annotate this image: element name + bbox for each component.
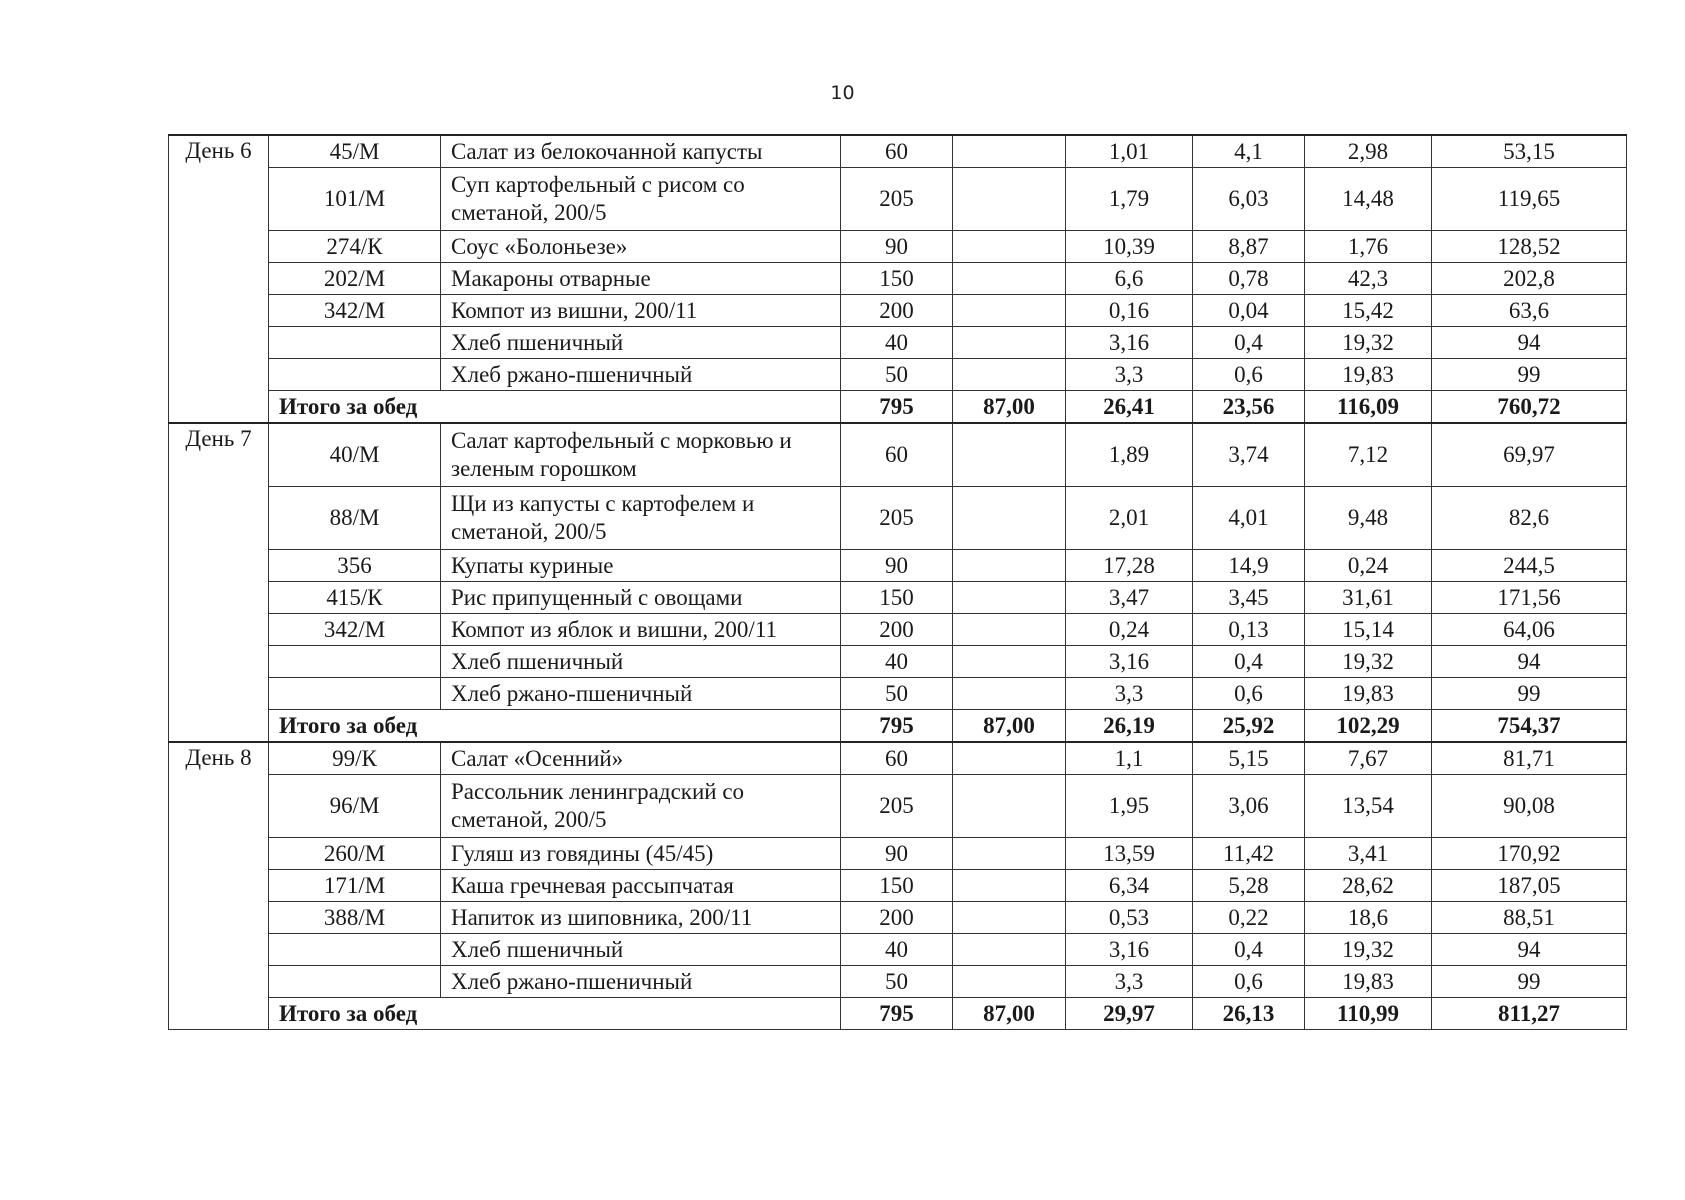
recipe-code-cell: 171/М: [269, 870, 441, 902]
weight-cell: 200: [841, 295, 953, 327]
proteins-cell: 0,16: [1066, 295, 1193, 327]
fats-cell: 5,28: [1193, 870, 1305, 902]
fats-cell: 0,6: [1193, 678, 1305, 710]
price-cell: [953, 902, 1066, 934]
table-row: [169, 934, 1627, 966]
dish-name-cell: Рассольник ленинградский со сметаной, 200/5: [441, 775, 841, 838]
fats-cell: 6,03: [1193, 168, 1305, 231]
table-row: [169, 870, 1627, 902]
carbs-cell: 18,6: [1305, 902, 1432, 934]
recipe-code-cell: 99/К: [269, 742, 441, 775]
proteins-cell: 3,3: [1066, 966, 1193, 998]
proteins-cell: 6,6: [1066, 263, 1193, 295]
total-price-cell: 87,00: [953, 998, 1066, 1030]
energy-cell: 63,6: [1432, 295, 1627, 327]
dish-name-cell: Соус «Болоньезе»: [441, 231, 841, 263]
total-weight-cell: 795: [841, 710, 953, 743]
price-cell: [953, 359, 1066, 391]
proteins-cell: 10,39: [1066, 231, 1193, 263]
weight-cell: 205: [841, 487, 953, 550]
energy-cell: 99: [1432, 359, 1627, 391]
total-energy-cell: 754,37: [1432, 710, 1627, 743]
table-row: [169, 359, 1627, 391]
table-row: [169, 838, 1627, 870]
total-fats-cell: 26,13: [1193, 998, 1305, 1030]
weight-cell: 60: [841, 742, 953, 775]
recipe-code-cell: 88/М: [269, 487, 441, 550]
carbs-cell: 15,42: [1305, 295, 1432, 327]
carbs-cell: 19,83: [1305, 359, 1432, 391]
table-row: [169, 902, 1627, 934]
weight-cell: 60: [841, 135, 953, 168]
carbs-cell: 3,41: [1305, 838, 1432, 870]
fats-cell: 3,06: [1193, 775, 1305, 838]
dish-name-cell: Каша гречневая рассыпчатая: [441, 870, 841, 902]
table-row: [169, 646, 1627, 678]
energy-cell: 187,05: [1432, 870, 1627, 902]
dish-name-cell: Хлеб пшеничный: [441, 646, 841, 678]
total-proteins-cell: 26,19: [1066, 710, 1193, 743]
carbs-cell: 13,54: [1305, 775, 1432, 838]
recipe-code-cell: 260/М: [269, 838, 441, 870]
table-row: [169, 168, 1627, 231]
menu-table: [168, 134, 1627, 1030]
fats-cell: 0,4: [1193, 327, 1305, 359]
proteins-cell: 1,89: [1066, 423, 1193, 487]
energy-cell: 99: [1432, 678, 1627, 710]
energy-cell: 119,65: [1432, 168, 1627, 231]
total-label: Итого за обед: [269, 391, 841, 424]
day-label: День 8: [169, 742, 269, 1030]
dish-name-cell: Компот из вишни, 200/11: [441, 295, 841, 327]
energy-cell: 64,06: [1432, 614, 1627, 646]
fats-cell: 11,42: [1193, 838, 1305, 870]
table-row: [169, 231, 1627, 263]
proteins-cell: 13,59: [1066, 838, 1193, 870]
price-cell: [953, 742, 1066, 775]
proteins-cell: 2,01: [1066, 487, 1193, 550]
table-row: [169, 614, 1627, 646]
carbs-cell: 19,83: [1305, 678, 1432, 710]
total-carbs-cell: 102,29: [1305, 710, 1432, 743]
price-cell: [953, 870, 1066, 902]
table-row: [169, 678, 1627, 710]
fats-cell: 0,13: [1193, 614, 1305, 646]
recipe-code-cell: [269, 678, 441, 710]
carbs-cell: 14,48: [1305, 168, 1432, 231]
price-cell: [953, 966, 1066, 998]
price-cell: [953, 423, 1066, 487]
recipe-code-cell: 40/М: [269, 423, 441, 487]
proteins-cell: 3,47: [1066, 582, 1193, 614]
total-fats-cell: 23,56: [1193, 391, 1305, 424]
dish-name-cell: Компот из яблок и вишни, 200/11: [441, 614, 841, 646]
proteins-cell: 1,79: [1066, 168, 1193, 231]
weight-cell: 50: [841, 966, 953, 998]
recipe-code-cell: [269, 359, 441, 391]
carbs-cell: 2,98: [1305, 135, 1432, 168]
carbs-cell: 31,61: [1305, 582, 1432, 614]
weight-cell: 200: [841, 902, 953, 934]
carbs-cell: 28,62: [1305, 870, 1432, 902]
day-label: День 7: [169, 423, 269, 742]
total-carbs-cell: 110,99: [1305, 998, 1432, 1030]
total-price-cell: 87,00: [953, 710, 1066, 743]
energy-cell: 88,51: [1432, 902, 1627, 934]
price-cell: [953, 550, 1066, 582]
proteins-cell: 1,1: [1066, 742, 1193, 775]
proteins-cell: 0,53: [1066, 902, 1193, 934]
weight-cell: 50: [841, 678, 953, 710]
weight-cell: 150: [841, 870, 953, 902]
carbs-cell: 9,48: [1305, 487, 1432, 550]
proteins-cell: 3,16: [1066, 934, 1193, 966]
total-label: Итого за обед: [269, 710, 841, 743]
price-cell: [953, 295, 1066, 327]
price-cell: [953, 646, 1066, 678]
table-row: [169, 327, 1627, 359]
energy-cell: 128,52: [1432, 231, 1627, 263]
carbs-cell: 0,24: [1305, 550, 1432, 582]
dish-name-cell: Салат «Осенний»: [441, 742, 841, 775]
dish-name-cell: Суп картофельный с рисом со сметаной, 200/5: [441, 168, 841, 231]
fats-cell: 0,04: [1193, 295, 1305, 327]
fats-cell: 0,4: [1193, 934, 1305, 966]
recipe-code-cell: 415/К: [269, 582, 441, 614]
proteins-cell: 3,3: [1066, 678, 1193, 710]
total-energy-cell: 760,72: [1432, 391, 1627, 424]
price-cell: [953, 327, 1066, 359]
carbs-cell: 19,32: [1305, 327, 1432, 359]
fats-cell: 14,9: [1193, 550, 1305, 582]
energy-cell: 69,97: [1432, 423, 1627, 487]
fats-cell: 4,01: [1193, 487, 1305, 550]
energy-cell: 170,92: [1432, 838, 1627, 870]
day-label: День 6: [169, 135, 269, 423]
price-cell: [953, 263, 1066, 295]
fats-cell: 3,74: [1193, 423, 1305, 487]
carbs-cell: 7,67: [1305, 742, 1432, 775]
price-cell: [953, 582, 1066, 614]
dish-name-cell: Гуляш из говядины (45/45): [441, 838, 841, 870]
recipe-code-cell: [269, 646, 441, 678]
proteins-cell: 6,34: [1066, 870, 1193, 902]
weight-cell: 90: [841, 838, 953, 870]
table-row: [169, 263, 1627, 295]
total-weight-cell: 795: [841, 391, 953, 424]
weight-cell: 205: [841, 168, 953, 231]
price-cell: [953, 678, 1066, 710]
weight-cell: 40: [841, 327, 953, 359]
energy-cell: 202,8: [1432, 263, 1627, 295]
weight-cell: 150: [841, 582, 953, 614]
price-cell: [953, 614, 1066, 646]
fats-cell: 0,6: [1193, 359, 1305, 391]
total-carbs-cell: 116,09: [1305, 391, 1432, 424]
recipe-code-cell: 388/М: [269, 902, 441, 934]
carbs-cell: 42,3: [1305, 263, 1432, 295]
energy-cell: 90,08: [1432, 775, 1627, 838]
dish-name-cell: Хлеб ржано-пшеничный: [441, 359, 841, 391]
recipe-code-cell: 342/М: [269, 295, 441, 327]
total-fats-cell: 25,92: [1193, 710, 1305, 743]
weight-cell: 90: [841, 231, 953, 263]
total-proteins-cell: 29,97: [1066, 998, 1193, 1030]
recipe-code-cell: [269, 934, 441, 966]
weight-cell: 200: [841, 614, 953, 646]
recipe-code-cell: 96/М: [269, 775, 441, 838]
weight-cell: 90: [841, 550, 953, 582]
energy-cell: 94: [1432, 646, 1627, 678]
dish-name-cell: Макароны отварные: [441, 263, 841, 295]
proteins-cell: 1,95: [1066, 775, 1193, 838]
proteins-cell: 17,28: [1066, 550, 1193, 582]
proteins-cell: 3,16: [1066, 327, 1193, 359]
total-row: [169, 998, 1627, 1030]
carbs-cell: 7,12: [1305, 423, 1432, 487]
menu-table-body: [169, 135, 1627, 1030]
energy-cell: 53,15: [1432, 135, 1627, 168]
recipe-code-cell: 342/М: [269, 614, 441, 646]
page-number: 10: [830, 82, 855, 104]
dish-name-cell: Хлеб ржано-пшеничный: [441, 966, 841, 998]
table-row: [169, 295, 1627, 327]
dish-name-cell: Хлеб пшеничный: [441, 327, 841, 359]
weight-cell: 40: [841, 934, 953, 966]
total-proteins-cell: 26,41: [1066, 391, 1193, 424]
table-row: [169, 742, 1627, 775]
price-cell: [953, 168, 1066, 231]
proteins-cell: 0,24: [1066, 614, 1193, 646]
proteins-cell: 3,16: [1066, 646, 1193, 678]
total-weight-cell: 795: [841, 998, 953, 1030]
energy-cell: 99: [1432, 966, 1627, 998]
carbs-cell: 15,14: [1305, 614, 1432, 646]
proteins-cell: 3,3: [1066, 359, 1193, 391]
price-cell: [953, 231, 1066, 263]
carbs-cell: 1,76: [1305, 231, 1432, 263]
energy-cell: 244,5: [1432, 550, 1627, 582]
table-row: [169, 966, 1627, 998]
energy-cell: 94: [1432, 327, 1627, 359]
price-cell: [953, 135, 1066, 168]
energy-cell: 81,71: [1432, 742, 1627, 775]
dish-name-cell: Купаты куриные: [441, 550, 841, 582]
price-cell: [953, 487, 1066, 550]
recipe-code-cell: 101/М: [269, 168, 441, 231]
total-energy-cell: 811,27: [1432, 998, 1627, 1030]
proteins-cell: 1,01: [1066, 135, 1193, 168]
table-row: [169, 135, 1627, 168]
weight-cell: 50: [841, 359, 953, 391]
recipe-code-cell: 274/К: [269, 231, 441, 263]
recipe-code-cell: [269, 966, 441, 998]
table-row: [169, 775, 1627, 838]
total-price-cell: 87,00: [953, 391, 1066, 424]
fats-cell: 3,45: [1193, 582, 1305, 614]
dish-name-cell: Напиток из шиповника, 200/11: [441, 902, 841, 934]
fats-cell: 0,6: [1193, 966, 1305, 998]
energy-cell: 82,6: [1432, 487, 1627, 550]
dish-name-cell: Салат картофельный с морковью и зеленым горошком: [441, 423, 841, 487]
fats-cell: 0,4: [1193, 646, 1305, 678]
carbs-cell: 19,32: [1305, 646, 1432, 678]
weight-cell: 205: [841, 775, 953, 838]
carbs-cell: 19,83: [1305, 966, 1432, 998]
table-row: [169, 487, 1627, 550]
total-label: Итого за обед: [269, 998, 841, 1030]
table-row: [169, 550, 1627, 582]
weight-cell: 150: [841, 263, 953, 295]
fats-cell: 5,15: [1193, 742, 1305, 775]
dish-name-cell: Щи из капусты с картофелем и сметаной, 200/5: [441, 487, 841, 550]
fats-cell: 0,22: [1193, 902, 1305, 934]
energy-cell: 94: [1432, 934, 1627, 966]
dish-name-cell: Хлеб пшеничный: [441, 934, 841, 966]
weight-cell: 40: [841, 646, 953, 678]
fats-cell: 4,1: [1193, 135, 1305, 168]
dish-name-cell: Хлеб ржано-пшеничный: [441, 678, 841, 710]
price-cell: [953, 838, 1066, 870]
recipe-code-cell: [269, 327, 441, 359]
weight-cell: 60: [841, 423, 953, 487]
recipe-code-cell: 356: [269, 550, 441, 582]
table-row: [169, 582, 1627, 614]
price-cell: [953, 775, 1066, 838]
dish-name-cell: Рис припущенный с овощами: [441, 582, 841, 614]
table-row: [169, 423, 1627, 487]
recipe-code-cell: 202/М: [269, 263, 441, 295]
total-row: [169, 391, 1627, 424]
price-cell: [953, 934, 1066, 966]
dish-name-cell: Салат из белокочанной капусты: [441, 135, 841, 168]
fats-cell: 0,78: [1193, 263, 1305, 295]
carbs-cell: 19,32: [1305, 934, 1432, 966]
energy-cell: 171,56: [1432, 582, 1627, 614]
total-row: [169, 710, 1627, 743]
fats-cell: 8,87: [1193, 231, 1305, 263]
recipe-code-cell: 45/М: [269, 135, 441, 168]
